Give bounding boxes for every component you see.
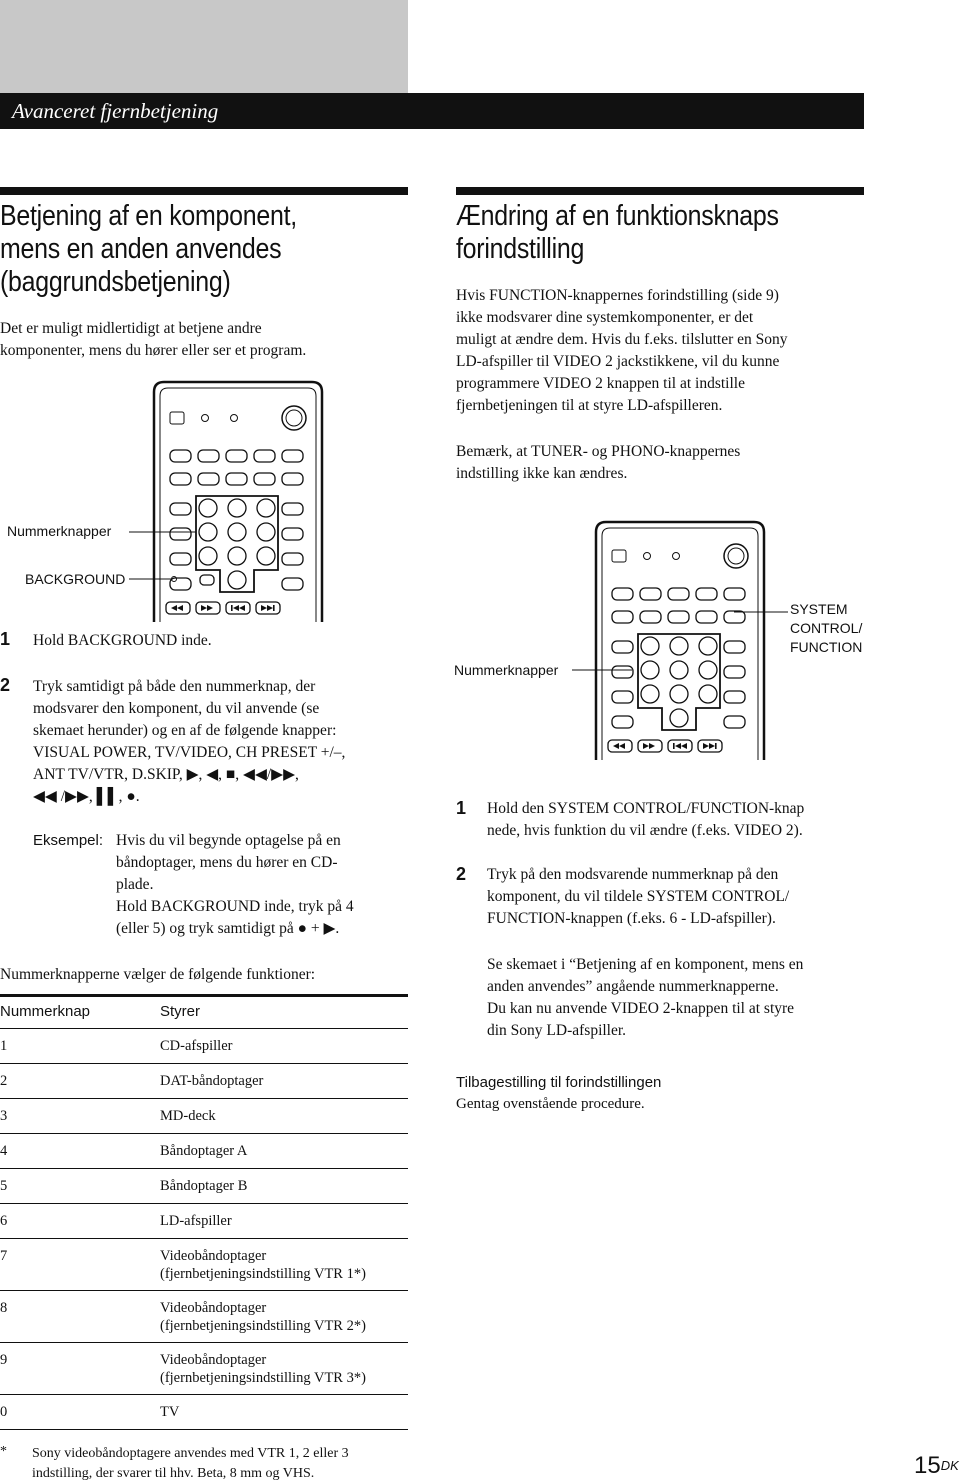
- table-cell-number: 9: [0, 1343, 160, 1395]
- intro-line: komponenter, mens du hører eller ser et program.: [0, 342, 307, 359]
- top-gray-tab: [0, 0, 408, 93]
- left-title: [0, 200, 297, 299]
- step-line: ANT TV/VTR, D.SKIP, ▶, ◀, ■, ◀◀/▶▶,: [33, 766, 299, 783]
- right-title-line: forindstilling: [456, 233, 585, 265]
- right-leader-lines: [560, 600, 800, 680]
- step-line: Tryk på den modsvarende nummerknap på den: [487, 866, 779, 883]
- device-line: DAT-båndoptager: [160, 1073, 264, 1089]
- label-line: FUNCTION: [790, 639, 863, 655]
- para-line: programmere VIDEO 2 knappen til at indstille: [456, 375, 745, 392]
- table-row: [0, 1134, 408, 1169]
- note-line: anden anvendes” angående nummerknapperne.: [487, 978, 779, 995]
- table-cell-number: 7: [0, 1239, 160, 1291]
- note-line: Du kan nu anvende VIDEO 2-knappen til at styre: [487, 1000, 795, 1017]
- table-cell-device: [160, 1239, 408, 1291]
- table-cell-device: [160, 1204, 408, 1239]
- table-row: [0, 1291, 408, 1343]
- example-line: Hold BACKGROUND inde, tryk på 4: [116, 898, 354, 915]
- device-line: Videobåndoptager: [160, 1300, 267, 1316]
- label-line: CONTROL/: [790, 620, 863, 636]
- table-cell-device: [160, 1169, 408, 1204]
- example-text: [116, 830, 354, 940]
- right-step-1-number: 1: [456, 798, 467, 818]
- table-header-controls: Styrer: [160, 996, 408, 1029]
- left-title-line: (baggrundsbetjening): [0, 266, 231, 298]
- number-button-table: [0, 994, 408, 1430]
- table-cell-number: 3: [0, 1099, 160, 1134]
- table-row: [0, 1169, 408, 1204]
- example-line: båndoptager, mens du hører en CD-: [116, 854, 338, 871]
- table-header-number: Nummerknap: [0, 996, 160, 1029]
- step-line: ◀◀ /▶▶, ▌▌, ●.: [33, 788, 140, 805]
- page-number-digits: 15: [914, 1452, 941, 1479]
- table-cell-device: [160, 1134, 408, 1169]
- table-cell-number: 6: [0, 1204, 160, 1239]
- intro-line: Det er muligt midlertidigt at betjene andre: [0, 320, 262, 337]
- table-row: [0, 1239, 408, 1291]
- device-line: Båndoptager A: [160, 1143, 248, 1159]
- device-line-2: (fjernbetjeningsindstilling VTR 1*): [160, 1266, 366, 1282]
- page-number-suffix: DK: [940, 1458, 959, 1473]
- label-nummerknapper-right: Nummerknapper: [454, 662, 559, 678]
- footnote: [32, 1444, 349, 1484]
- para-line: LD-afspiller til VIDEO 2 jackstikkene, vil du kunne: [456, 353, 780, 370]
- right-step-1-text: [487, 798, 804, 842]
- right-paragraph-1: [456, 285, 788, 417]
- left-step-1-number: 1: [0, 629, 11, 649]
- table-cell-device: [160, 1064, 408, 1099]
- table-row: [0, 1204, 408, 1239]
- para-line: ikke modsvarer dine systemkomponenter, er det: [456, 309, 754, 326]
- example-line: plade.: [116, 876, 154, 893]
- example-label: Eksempel:: [33, 832, 104, 849]
- note-line: Se skemaet i “Betjening af en komponent, mens en: [487, 956, 804, 973]
- device-line: LD-afspiller: [160, 1213, 232, 1229]
- label-line: SYSTEM: [790, 601, 848, 617]
- table-cell-device: [160, 1099, 408, 1134]
- table-row: [0, 1395, 408, 1430]
- step-line: skemaet herunder) og en af de følgende knapper:: [33, 722, 337, 739]
- table-row: [0, 1343, 408, 1395]
- step-line: FUNCTION-knappen (f.eks. 6 - LD-afspiller).: [487, 910, 776, 927]
- table-intro: Nummerknapperne vælger de følgende funktioner:: [0, 966, 316, 983]
- table-cell-number: 5: [0, 1169, 160, 1204]
- table-cell-number: 4: [0, 1134, 160, 1169]
- device-line: CD-afspiller: [160, 1038, 233, 1054]
- table-cell-number: 0: [0, 1395, 160, 1430]
- left-title-line: mens en anden anvendes: [0, 233, 282, 265]
- para-line: Bemærk, at TUNER- og PHONO-knappernes: [456, 443, 741, 460]
- right-paragraph-2: [456, 441, 740, 485]
- device-line: Båndoptager B: [160, 1178, 248, 1194]
- device-line: TV: [160, 1404, 180, 1420]
- right-title: [456, 200, 779, 266]
- left-title-line: Betjening af en komponent,: [0, 200, 297, 232]
- footnote-line: indstilling, der svarer til hhv. Beta, 8 mm og VHS.: [32, 1466, 315, 1481]
- right-title-rule: [456, 187, 864, 195]
- device-line: Videobåndoptager: [160, 1352, 267, 1368]
- right-note: [487, 954, 803, 1042]
- para-line: indstilling ikke kan ændres.: [456, 465, 628, 482]
- para-line: fjernbetjeningen til at styre LD-afspilleren.: [456, 397, 723, 414]
- right-title-line: Ændring af en funktionsknaps: [456, 200, 779, 232]
- step-line: VISUAL POWER, TV/VIDEO, CH PRESET +/–,: [33, 744, 346, 761]
- label-background: BACKGROUND: [25, 571, 126, 587]
- step-line: nede, hvis funktion du vil ændre (f.eks. VIDEO 2).: [487, 822, 803, 839]
- table-cell-number: 8: [0, 1291, 160, 1343]
- label-system-control-function: [790, 600, 862, 657]
- footnote-line: Sony videobåndoptagere anvendes med VTR 1, 2 eller 3: [32, 1446, 349, 1461]
- right-step-2-number: 2: [456, 864, 467, 884]
- para-line: muligt at ændre dem. Hvis du f.eks. tilslutter en Sony: [456, 331, 788, 348]
- table-cell-device: [160, 1343, 408, 1395]
- step-line: Tryk samtidigt på både den nummerknap, der: [33, 678, 316, 695]
- label-nummerknapper-left: Nummerknapper: [7, 523, 112, 539]
- table-cell-device: [160, 1029, 408, 1064]
- table-cell-device: [160, 1291, 408, 1343]
- device-line: Videobåndoptager: [160, 1248, 267, 1264]
- table-row: [0, 1064, 408, 1099]
- device-line-2: (fjernbetjeningsindstilling VTR 2*): [160, 1318, 366, 1334]
- table-cell-device: [160, 1395, 408, 1430]
- left-step-2-text: [33, 676, 345, 808]
- footnote-mark: *: [0, 1444, 7, 1459]
- device-line-2: (fjernbetjeningsindstilling VTR 3*): [160, 1370, 366, 1386]
- left-intro: [0, 318, 306, 362]
- left-step-1-text: Hold BACKGROUND inde.: [33, 632, 212, 649]
- reset-heading: Tilbagestilling til forindstillingen: [456, 1074, 662, 1091]
- table-header-row: [0, 996, 408, 1029]
- reset-text: Gentag ovenstående procedure.: [456, 1096, 645, 1112]
- step-line: komponent, du vil tildele SYSTEM CONTROL/: [487, 888, 790, 905]
- page-number: [914, 1452, 959, 1480]
- left-title-rule: [0, 187, 408, 195]
- remote-diagram-left: [150, 378, 330, 622]
- device-line: MD-deck: [160, 1108, 216, 1124]
- step-line: modsvarer den komponent, du vil anvende (se: [33, 700, 320, 717]
- table-row: [0, 1029, 408, 1064]
- right-step-2-text: [487, 864, 789, 930]
- table-row: [0, 1099, 408, 1134]
- step-line: Hold den SYSTEM CONTROL/FUNCTION-knap: [487, 800, 805, 817]
- example-line: (eller 5) og tryk samtidigt på ● + ▶.: [116, 920, 340, 937]
- section-banner: Avanceret fjernbetjening: [0, 93, 864, 129]
- para-line: Hvis FUNCTION-knappernes forindstilling (side 9): [456, 287, 779, 304]
- left-step-2-number: 2: [0, 675, 11, 695]
- example-line: Hvis du vil begynde optagelse på en: [116, 832, 341, 849]
- note-line: din Sony LD-afspiller.: [487, 1022, 627, 1039]
- table-cell-number: 1: [0, 1029, 160, 1064]
- table-cell-number: 2: [0, 1064, 160, 1099]
